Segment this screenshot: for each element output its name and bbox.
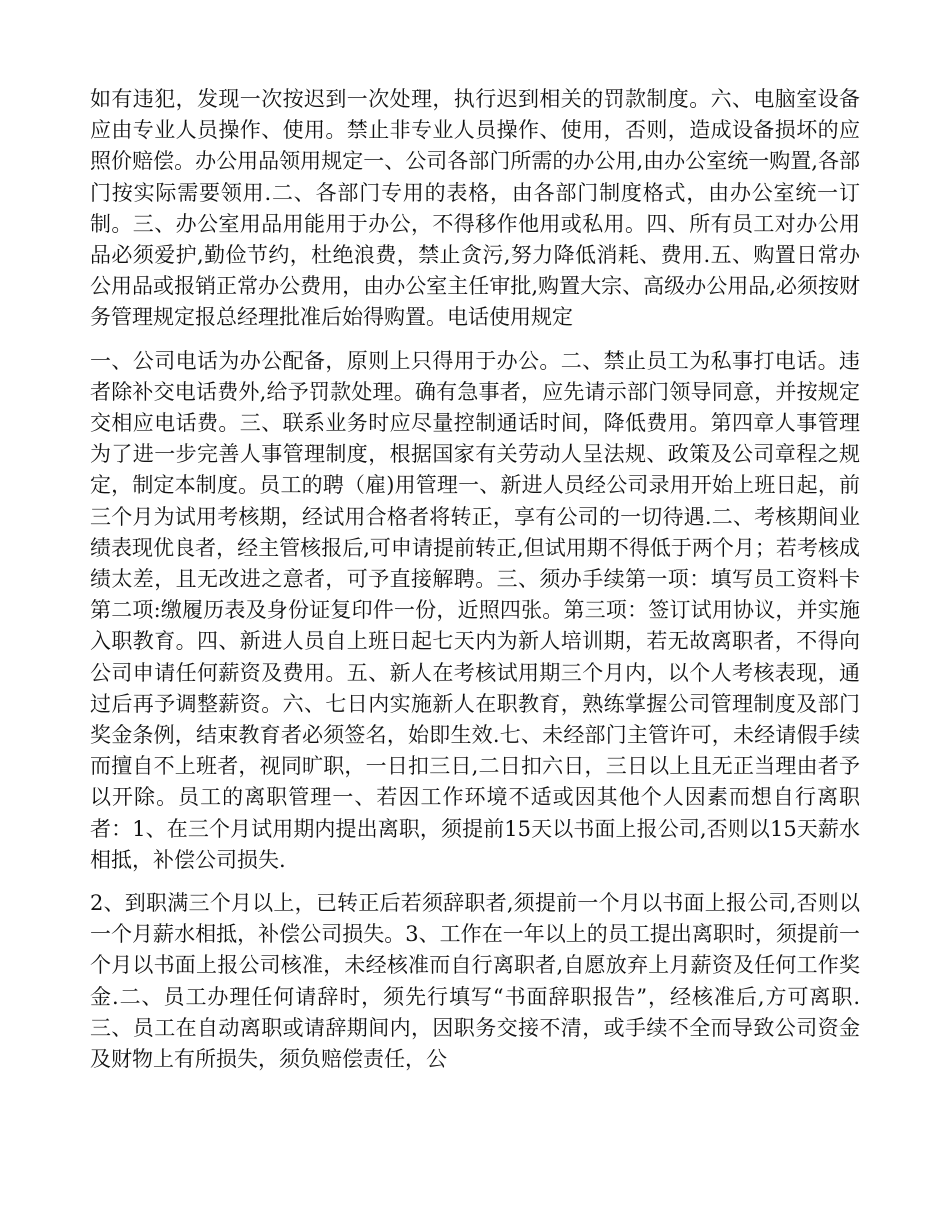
paragraph-gap	[90, 876, 860, 888]
document-page	[90, 84, 860, 1075]
paragraph-phone-and-personnel: 一、公司电话为办公配备，原则上只得用于办公。二、禁止员工为私事打电话。违者除补交电话费外,给予罚款处理。确有急事者，应先请示部门领导同意，并按规定交相应电话费。三、联系业务时应尽量控制通话时间，降低费用。第四章人事管理为了进一步完善人事管理制度，根据国家有关劳动人呈法规、政策及公司章程之规定，制定本制度。员工的聘（雇)用管理一、新进人员经公司录用开始上班日起，前三个月为试用考核期，经试用合格者将转正，享有公司的一切待遇.二、考核期间业绩表现优良者，经主管核报后,可申请提前转正,但试用期不得低于两个月；若考核成绩太差，且无改进之意者，可予直接解聘。三、须办手续第一项：填写员工资料卡第二项:缴履历表及身份证复印件一份，近照四张。第三项：签订试用协议，并实施入职教育。四、新进人员自上班日起七天内为新人培训期，若无故离职者，不得向公司申请任何薪资及费用。五、新人在考核试用期三个月内，以个人考核表现，通过后再予调整薪资。六、七日内实施新人在职教育，熟练掌握公司管理制度及部门奖金条例，结束教育者必须签名，始即生效.七、未经部门主管许可，未经请假手续而擅自不上班者，视同旷职，一日扣三日,二日扣六日，三日以上且无正当理由者予以开除。员工的离职管理一、若因工作环境不适或因其他个人因素而想自行离职者：1、在三个月试用期内提出离职，须提前15天以书面上报公司,否则以15天薪水相抵，补偿公司损失.	[90, 348, 860, 872]
paragraph-office-supplies: 如有违犯，发现一次按迟到一次处理，执行迟到相关的罚款制度。六、电脑室设备应由专业人员操作、使用。禁止非专业人员操作、使用，否则，造成设备损坏的应照价赔偿。办公用品领用规定一、公司各部门所需的办公用,由办公室统一购置,各部门按实际需要领用.二、各部门专用的表格，由各部门制度格式，由办公室统一订制。三、办公室用品用能用于办公，不得移作他用或私用。四、所有员工对办公用品必须爱护,勤俭节约，杜绝浪费，禁止贪污,努力降低消耗、费用.五、购置日常办公用品或报销正常办公费用，由办公室主任审批,购置大宗、高级办公用品,必须按财务管理规定报总经理批准后始得购置。电话使用规定	[90, 87, 860, 330]
paragraph-gap	[90, 334, 860, 346]
paragraph-resignation: 2、到职满三个月以上，已转正后若须辞职者,须提前一个月以书面上报公司,否则以一个月薪水相抵，补偿公司损失。3、工作在一年以上的员工提出离职时，须提前一个月以书面上报公司核准，未经核准而自行离职者,自愿放弃上月薪资及任何工作奖金.二、员工办理任何请辞时，须先行填写“书面辞职报告”，经核准后,方可离职.三、员工在自动离职或请辞期间内，因职务交接不清，或手续不全而导致公司资金及财物上有所损失，须负赔偿责任，公	[90, 891, 860, 1072]
